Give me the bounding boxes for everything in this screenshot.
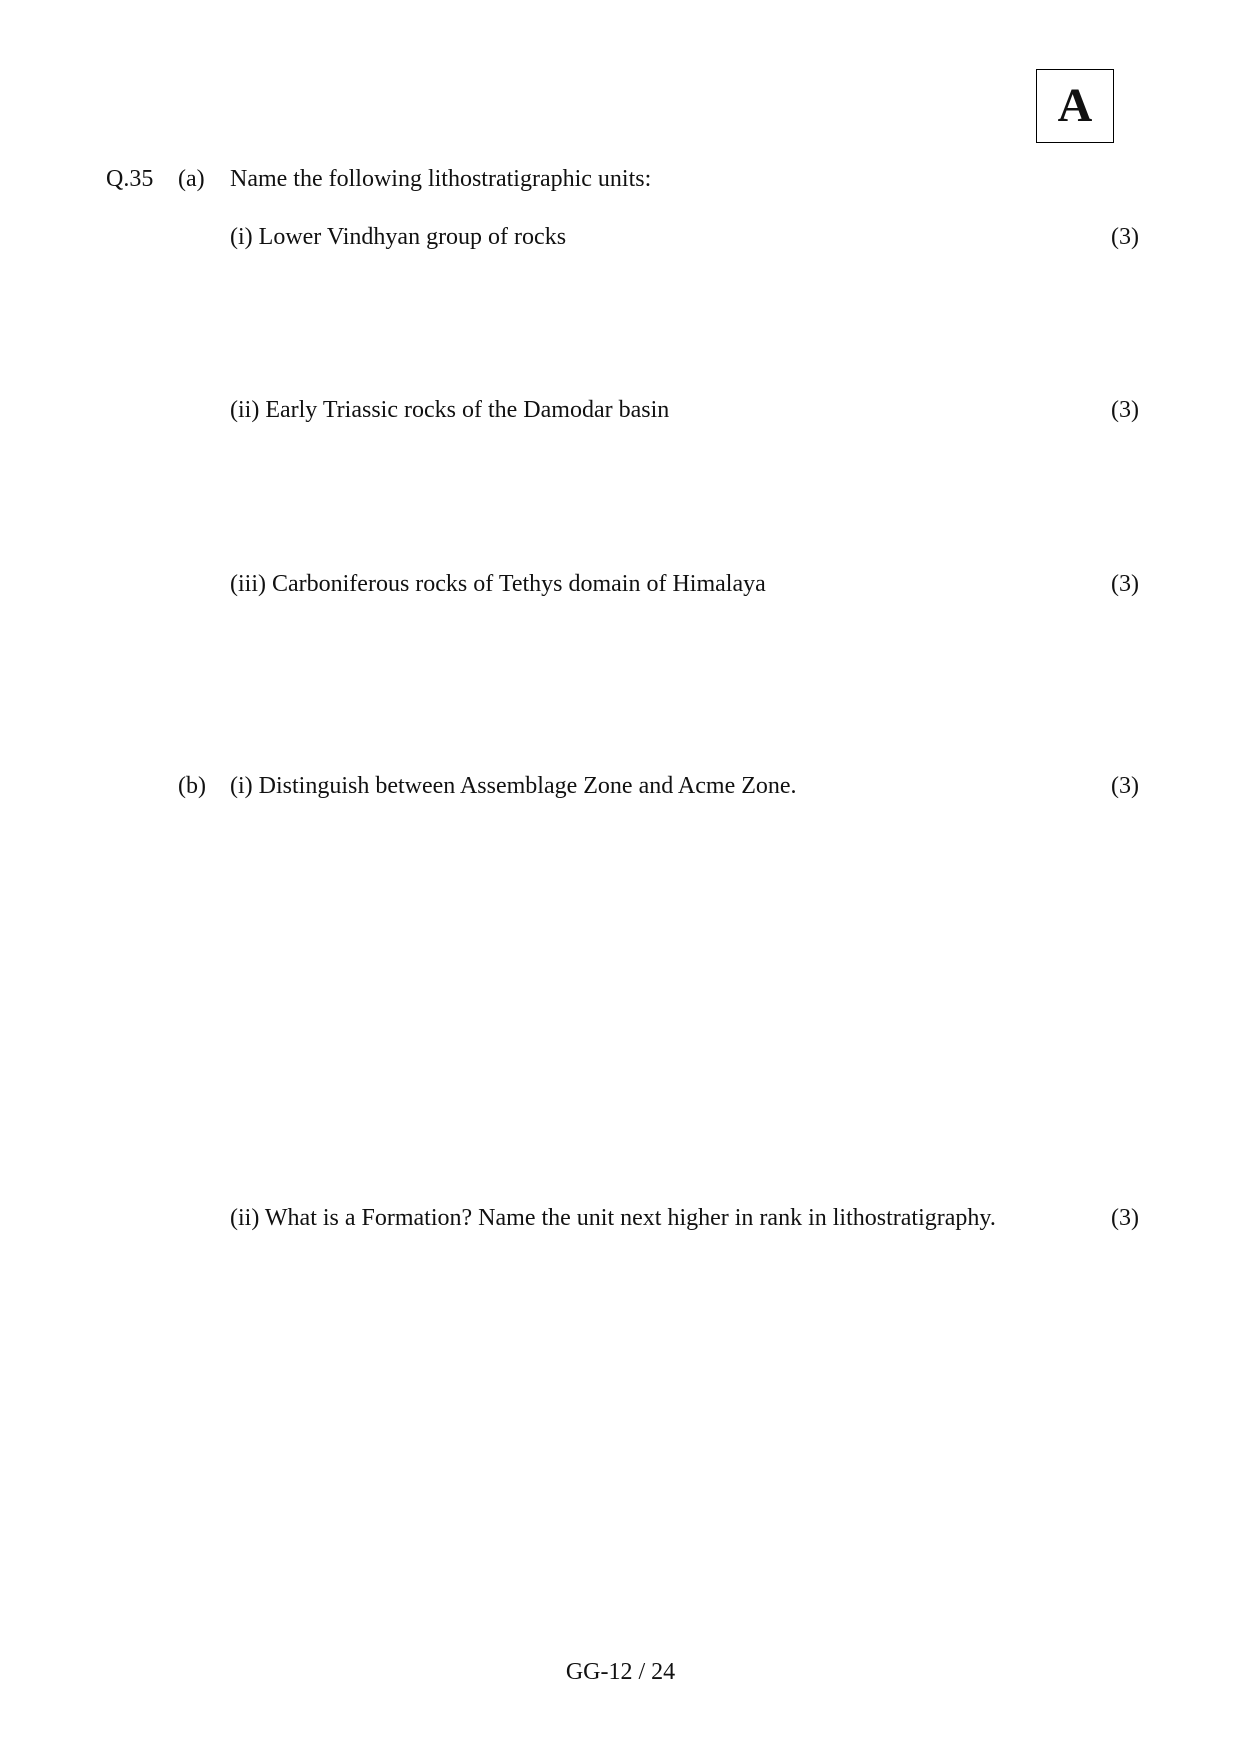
question-number: Q.35 [106,166,154,192]
page-footer: GG-12 / 24 [565,1659,676,1685]
part-a-label: (a) [178,166,205,192]
part-a-intro: Name the following lithostratigraphic units: [230,166,652,192]
item-a-ii-marks: (3) [1111,397,1139,423]
item-a-iii-marks: (3) [1111,571,1139,597]
part-b-label: (b) [178,773,206,799]
item-b-i-marks: (3) [1111,773,1139,799]
item-a-ii-text: (ii) Early Triassic rocks of the Damodar basin [230,397,670,423]
item-b-i-text: (i) Distinguish between Assemblage Zone and Acme Zone. [230,773,797,799]
item-a-i-marks: (3) [1111,224,1139,250]
item-a-iii-text: (iii) Carboniferous rocks of Tethys domain of Himalaya [230,571,766,597]
item-b-ii-marks: (3) [1111,1205,1139,1231]
item-a-i-text: (i) Lower Vindhyan group of rocks [230,224,567,250]
series-code-box: A [1036,69,1114,143]
item-b-ii-text: (ii) What is a Formation? Name the unit next higher in rank in lithostratigraphy. [230,1205,996,1231]
